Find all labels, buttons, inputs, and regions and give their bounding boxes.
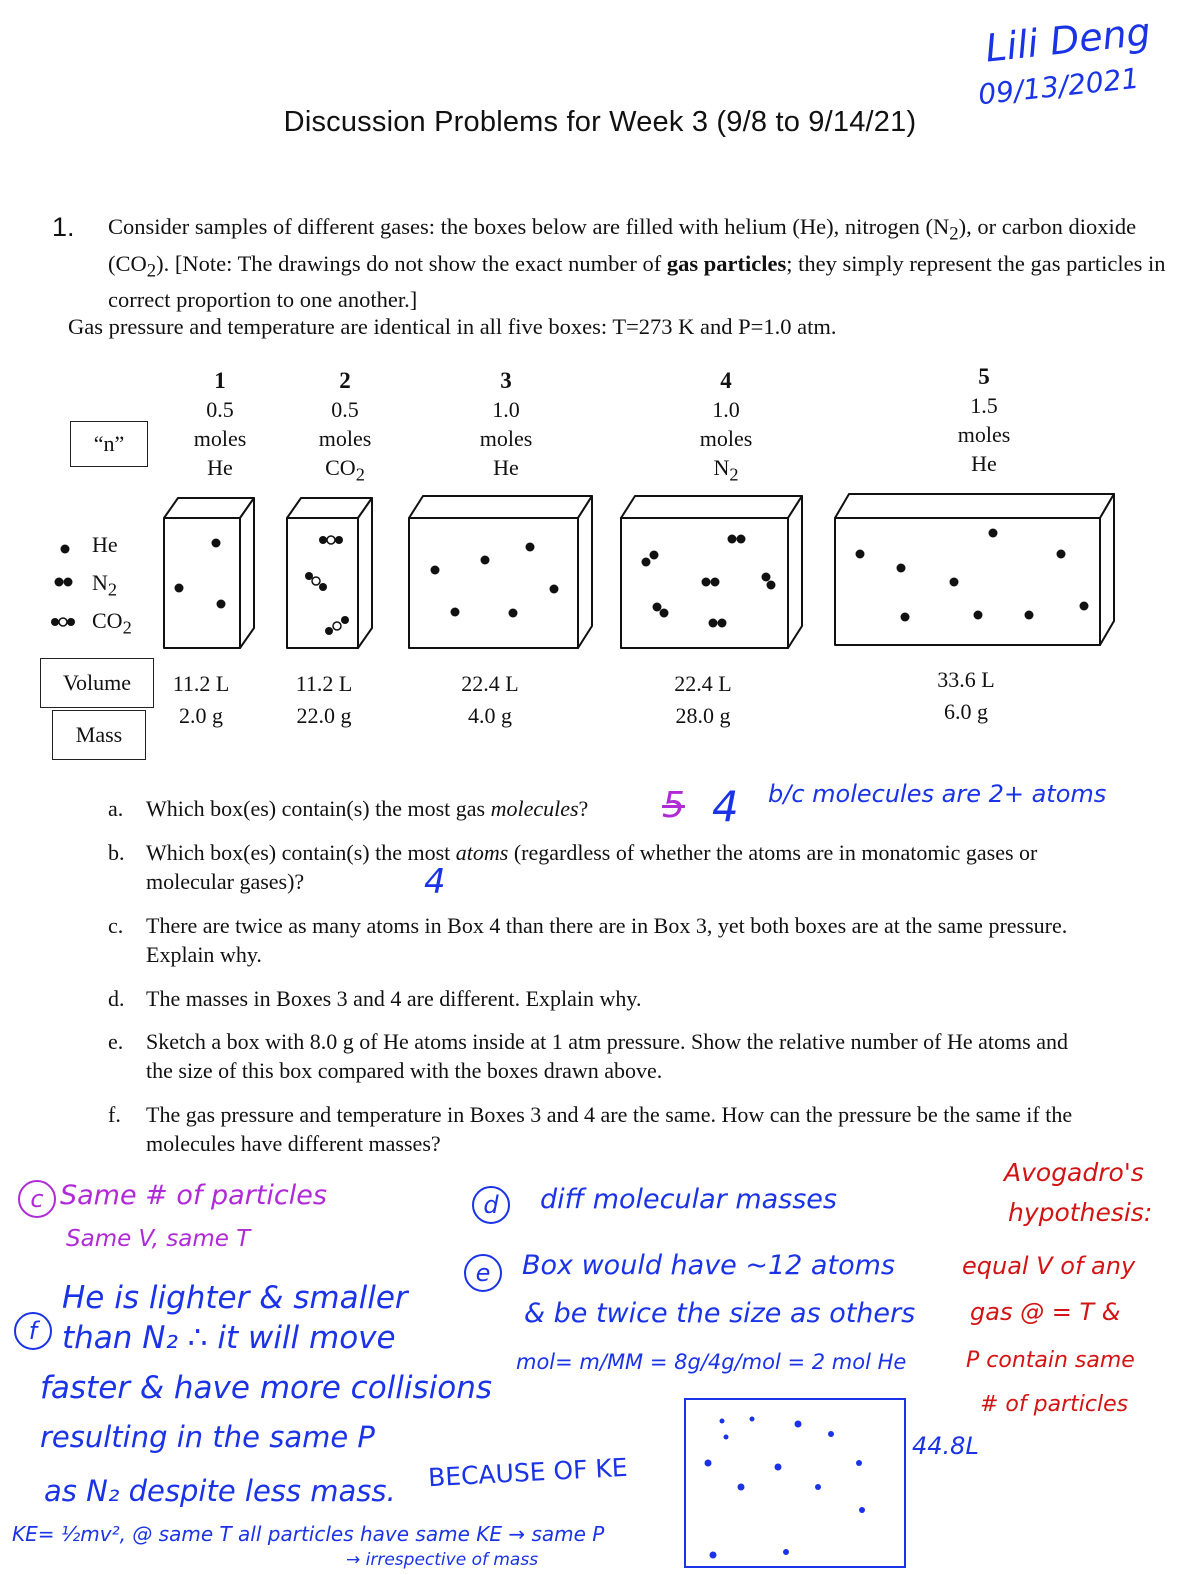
answer-f-ke: KE= ½mv², @ same T all particles have same KE → same P	[12, 1522, 605, 1546]
answer-d-line1: diff molecular masses	[540, 1184, 837, 1215]
answer-e-line2: & be twice the size as others	[524, 1298, 916, 1329]
answer-e-circle: e	[464, 1254, 502, 1292]
answer-e-volume: 44.8L	[912, 1432, 979, 1460]
box-1-measures: 11.2 L 2.0 g	[172, 671, 230, 728]
box-4-measures: 22.4 L 28.0 g	[674, 671, 732, 728]
answer-e-line1: Box would have ~12 atoms	[522, 1250, 895, 1281]
legend-co2: $CO_2$	[92, 608, 132, 638]
answer-a: 4	[712, 782, 739, 831]
question-b: b. Which box(es) contain(s) the most atoms (regardless of whether the atoms are in monatomic gases or molecular gases)?	[108, 840, 1038, 894]
avogadro-line3: equal V of any	[962, 1252, 1136, 1280]
legend-he: He	[92, 532, 118, 557]
page-title: Discussion Problems for Week 3 (9/8 to 9/14/21)	[283, 106, 917, 138]
answer-f-line2: than N₂ ∴ it will move	[62, 1320, 396, 1356]
conditions-text: Gas pressure and temperature are identical in all five boxes: T=273 K and P=1.0 atm.	[68, 314, 837, 339]
legend-n2: $N_2$	[92, 570, 118, 600]
box-1-header: 1 0.5 moles He	[193, 368, 247, 480]
answer-c-line1: Same # of particles	[60, 1180, 327, 1211]
n-label: “n”	[70, 421, 148, 467]
avogadro-line5: P contain same	[966, 1348, 1135, 1373]
answer-f-because: BECAUSE OF KE	[427, 1452, 629, 1493]
answer-a-note: b/c molecules are 2+ atoms	[768, 780, 1107, 808]
mass-label: Mass	[52, 710, 146, 760]
avogadro-line1: Avogadro's	[1004, 1158, 1144, 1187]
question-e: e. Sketch a box with 8.0 g of He atoms inside at 1 atm pressure. Show the relative number of He atoms and the size of this box compared with the boxes drawn above.	[108, 1029, 1068, 1083]
answer-f-ke2: → irrespective of mass	[346, 1550, 539, 1570]
answer-f-circle: f	[14, 1312, 52, 1350]
question-c: c. There are twice as many atoms in Box 4 than there are in Box 3, yet both boxes are at the same pressure. Explain why.	[108, 913, 1068, 967]
answer-b: 4	[424, 862, 446, 902]
signature-name: Lili Deng	[983, 9, 1153, 71]
question-a: a. Which box(es) contain(s) the most gas molecules?	[108, 796, 589, 821]
question-f: f. The gas pressure and temperature in Boxes 3 and 4 are the same. How can the pressure be the same if the molecules have different masses?	[108, 1102, 1073, 1156]
box-5-measures: 33.6 L 6.0 g	[937, 667, 995, 724]
box-4-header: 4 1.0 moles $N_2$	[699, 368, 753, 485]
avogadro-line2: hypothesis:	[1008, 1198, 1153, 1227]
answer-f-line4: resulting in the same P	[40, 1420, 375, 1454]
box-2-header: 2 0.5 moles $CO_2$	[318, 368, 372, 485]
box-5-header: 5 1.5 moles He	[957, 364, 1011, 476]
answer-f-line1: He is lighter & smaller	[62, 1280, 408, 1316]
answer-f-line5: as N₂ despite less mass.	[44, 1474, 396, 1508]
problem-number: 1.	[52, 212, 75, 242]
volume-label: Volume	[40, 658, 154, 708]
box-2-measures: 11.2 L 22.0 g	[295, 671, 353, 728]
answer-c-circle: c	[18, 1180, 56, 1218]
answer-f-line3: faster & have more collisions	[40, 1370, 493, 1406]
answer-a-struck: 5	[662, 785, 685, 826]
avogadro-line4: gas @ = T &	[970, 1298, 1121, 1326]
answer-d-circle: d	[472, 1186, 510, 1224]
question-d: d. The masses in Boxes 3 and 4 are different. Explain why.	[108, 986, 642, 1011]
signature-date: 09/13/2021	[976, 61, 1141, 112]
answer-e-formula: mol= m/MM = 8g/4g/mol = 2 mol He	[516, 1350, 907, 1374]
avogadro-line6: # of particles	[980, 1392, 1129, 1417]
problem-intro: Consider samples of different gases: the boxes below are filled with helium (He), nitrogen $(N_2)$, or carbon dioxide $(CO_2)$. [Note: The drawings do not show the exact number of gas particles; they simply represent the gas particles in correct proportion to one another.]	[108, 214, 1166, 312]
answer-c-line2: Same V, same T	[66, 1226, 251, 1252]
box-3-measures: 22.4 L 4.0 g	[461, 671, 519, 728]
box-3-header: 3 1.0 moles He	[479, 368, 533, 480]
